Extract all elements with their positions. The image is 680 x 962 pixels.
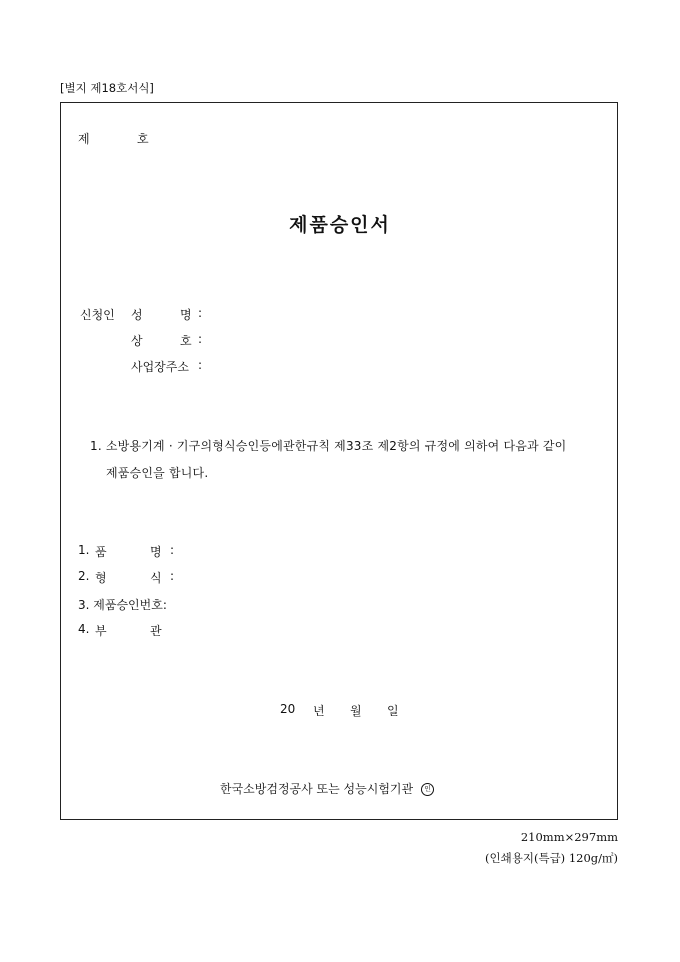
item-2-colon: : bbox=[170, 569, 175, 583]
item-4-number: 4. bbox=[78, 622, 90, 636]
date-month-unit: 월 bbox=[350, 704, 362, 718]
item-1-label-a: 품 bbox=[95, 545, 107, 559]
form-number-label: [별지 제18호서식] bbox=[60, 81, 154, 95]
issuer bbox=[220, 780, 434, 797]
statement-line-2: 제품승인을 합니다. bbox=[106, 466, 209, 480]
date-year-unit: 년 bbox=[313, 704, 325, 718]
address-colon: : bbox=[198, 358, 203, 372]
item-1-label-b: 명 bbox=[150, 545, 162, 559]
item-2-label-a: 형 bbox=[95, 571, 107, 585]
company-colon: : bbox=[198, 332, 203, 346]
name-colon: : bbox=[198, 306, 203, 320]
item-3-label: 3. 제품승인번호: bbox=[78, 598, 167, 612]
date-year: 20 bbox=[280, 702, 296, 716]
item-4-label-a: 부 bbox=[95, 624, 107, 638]
date-day-unit: 일 bbox=[387, 704, 399, 718]
statement-line-1: 1. 소방용기계 · 기구의형식승인등에관한규칙 제33조 제2항의 규정에 의하여 다음과 같이 bbox=[90, 439, 567, 453]
item-1-colon: : bbox=[170, 543, 175, 557]
number-je: 제 bbox=[78, 132, 90, 146]
item-2-label-b: 식 bbox=[150, 571, 162, 585]
paper-size: 210mm×297mm bbox=[520, 830, 618, 844]
company-label-a: 상 bbox=[131, 334, 143, 348]
name-label-b: 명 bbox=[180, 308, 192, 322]
number-ho: 호 bbox=[137, 132, 149, 146]
item-1-number: 1. bbox=[78, 543, 90, 557]
applicant-label: 신청인 bbox=[80, 308, 115, 322]
company-label-b: 호 bbox=[180, 334, 192, 348]
address-label: 사업장주소 bbox=[131, 360, 189, 374]
seal-mark: 인 bbox=[421, 783, 434, 796]
name-label-a: 성 bbox=[131, 308, 143, 322]
issuer-name: 한국소방검정공사 또는 성능시험기관 bbox=[220, 782, 414, 796]
paper-spec: (인쇄용지(특급) 120g/㎡) bbox=[485, 851, 618, 865]
document-title: 제품승인서 bbox=[289, 214, 391, 236]
item-2-number: 2. bbox=[78, 569, 90, 583]
item-4-label-b: 관 bbox=[150, 624, 162, 638]
